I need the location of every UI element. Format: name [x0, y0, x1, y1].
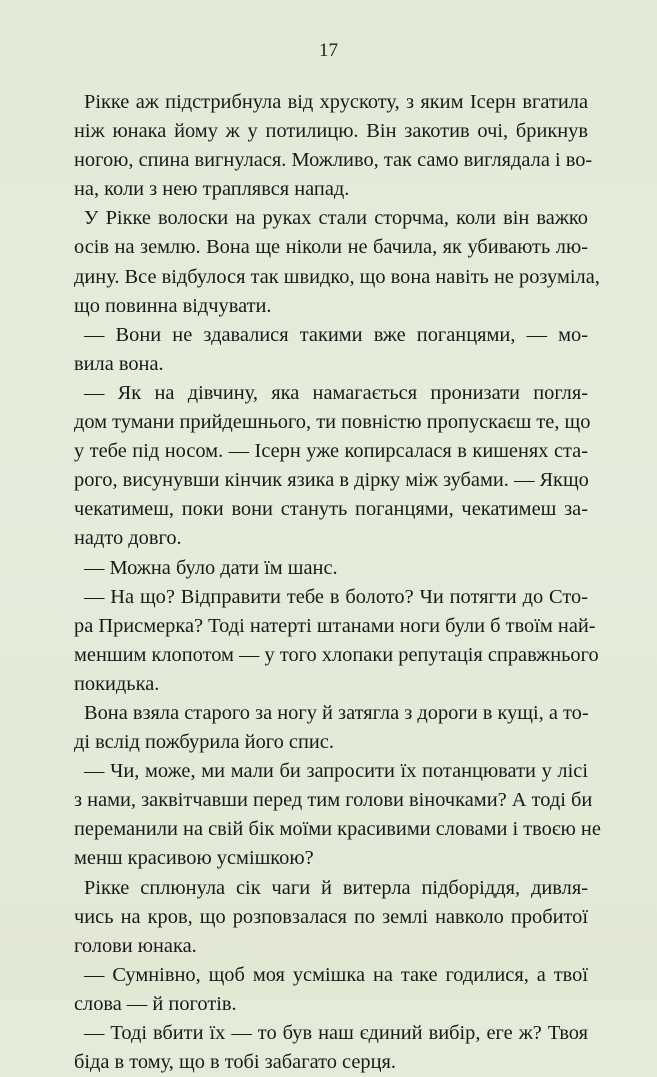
text-line: У Рікке волоски на руках стали сторчма, коли він важко — [84, 207, 588, 230]
text-line: Вона взяла старого за ногу й затягла з дороги в кущі, а то- — [84, 701, 589, 724]
text-line: у тебе під носом. — Ісерн уже копирсалася в кишенях ста- — [74, 440, 588, 463]
body-text — [74, 88, 601, 1077]
text-line: — Тоді вбити їх — то був наш єдиний вибір, еге ж? Твоя — [84, 1022, 588, 1044]
paragraph — [74, 583, 599, 699]
paragraph — [74, 204, 600, 320]
paragraph — [74, 874, 588, 961]
text-line: ді вслід пожбурила його спис. — [74, 731, 334, 754]
text-line: чись на кров, що розповзалася по землі навколо пробитої — [74, 905, 588, 928]
text-line: ра Присмерка? Тоді натерті штанами ноги були б твоїм най- — [74, 614, 596, 637]
text-line: дину. Все відбулося так швидко, що вона навіть не розуміла, — [74, 265, 600, 288]
text-line: ногою, спина вигнулася. Можливо, так само виглядала і во- — [74, 149, 593, 172]
text-line: Рікке сплюнула сік чаги й витерла підборіддя, дивля- — [84, 876, 588, 899]
text-line: — Як на дівчину, яка намагається пронизати погля- — [84, 381, 588, 404]
text-line: покидька. — [74, 672, 160, 695]
text-line: рого, висунувши кінчик язика в дірку між зубами. — Якщо — [74, 469, 589, 492]
page-number: 17 — [319, 40, 338, 61]
text-line: дом тумани прийдешнього, ти повністю пропускаєш те, що — [74, 411, 591, 434]
text-line: осів на землю. Вона ще ніколи не бачила, як убивають лю- — [74, 236, 588, 259]
paragraph — [74, 757, 601, 873]
text-line: на, коли з нею траплявся напад. — [74, 178, 350, 201]
text-line: Рікке аж підстрибнула від хрускоту, з яким Ісерн вгатила — [84, 91, 588, 113]
text-line: — Сумнівно, щоб моя усмішка на таке годилися, а твої — [84, 963, 588, 986]
text-line: біда в тому, що в тобі забагато серця. — [74, 1051, 396, 1074]
text-line: чекатимеш, поки вони стануть поганцями, чекатимеш за- — [74, 498, 588, 521]
text-line: слова — й поготів. — [74, 992, 237, 1015]
text-line: — Чи, може, ми мали би запросити їх потанцювати у лісі — [84, 760, 588, 783]
text-line: переманили на свій бік моїми красивими словами і твоєю не — [74, 818, 601, 841]
paragraph — [74, 961, 588, 1019]
text-line: меншим клопотом — у того хлопаки репутація справжнього — [74, 643, 599, 666]
text-line: менш красивою усмішкою? — [74, 847, 314, 870]
paragraph — [74, 1019, 588, 1077]
paragraph — [74, 699, 588, 757]
paragraph — [74, 379, 591, 554]
paragraph — [74, 321, 588, 379]
text-line: голови юнака. — [74, 934, 197, 957]
text-line: ніж юнака йому ж у потилицю. Він закотив очі, брикнув — [74, 120, 588, 143]
text-line: — На що? Відправити тебе в болото? Чи потягти до Сто- — [84, 585, 588, 608]
text-line: що повинна відчувати. — [74, 294, 272, 317]
text-line: — Вони не здавалися такими вже поганцями, — мо- — [84, 323, 588, 346]
text-line: з нами, заквітчавши перед тим голови віночками? А тоді би — [74, 789, 593, 812]
paragraph — [74, 554, 588, 583]
text-line: надто довго. — [74, 527, 182, 550]
paragraph — [74, 88, 593, 204]
text-line: — Можна було дати їм шанс. — [84, 556, 338, 579]
text-line: вила вона. — [74, 352, 164, 375]
